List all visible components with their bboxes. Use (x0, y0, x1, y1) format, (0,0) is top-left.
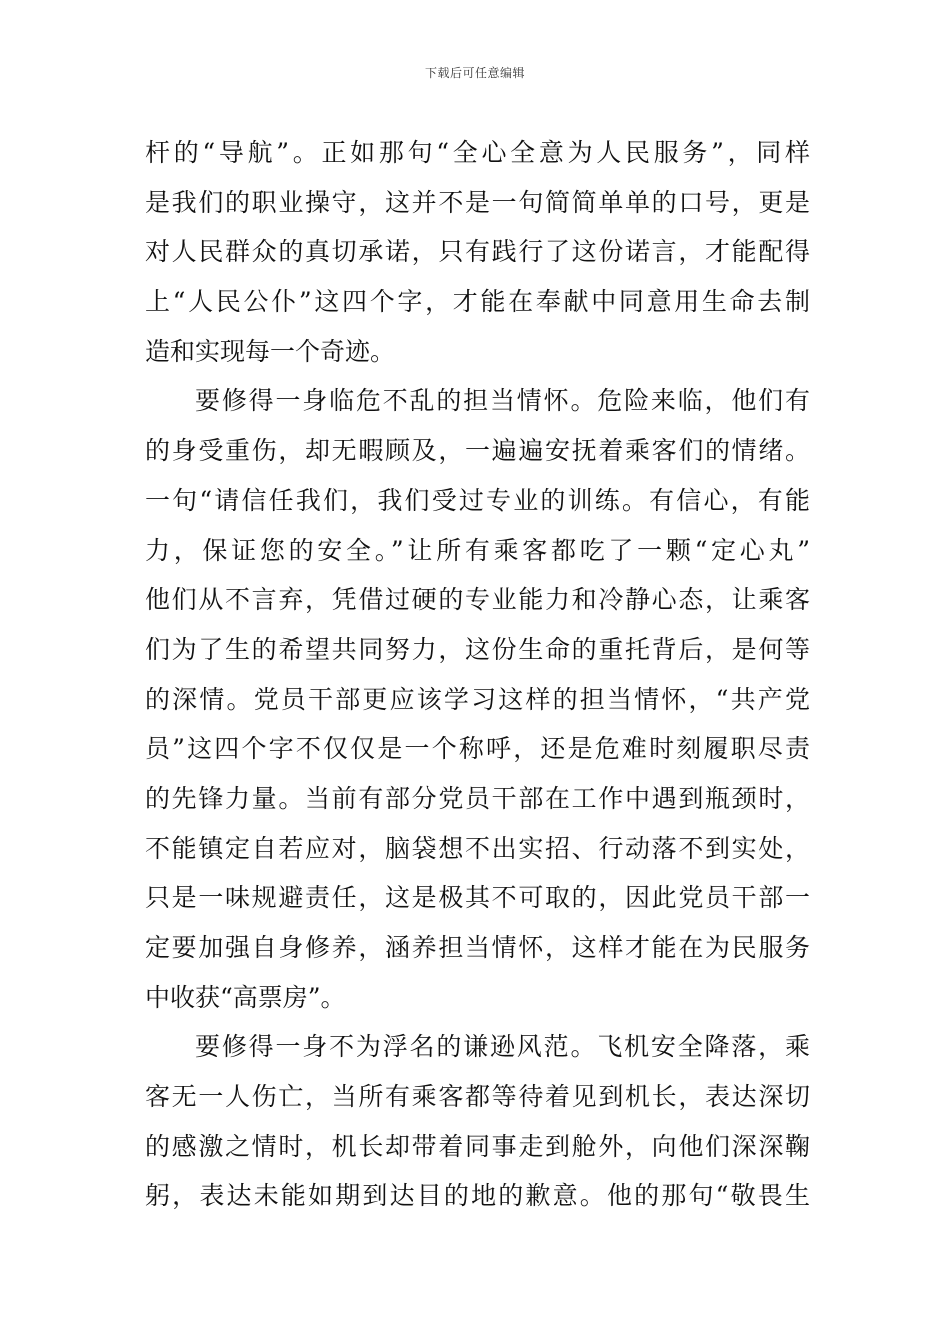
text-line: 们为了生的希望共同努力，这份生命的重托背后，是何等 (145, 634, 810, 664)
text-line: 力，保证您的安全。”让所有乘客都吃了一颗“定心丸” (145, 535, 810, 565)
text-line: 的深情。党员干部更应该学习这样的担当情怀，“共产党 (145, 684, 810, 714)
text-line: 他们从不言弃，凭借过硬的专业能力和冷静心态，让乘客 (145, 585, 810, 615)
page-header: 下载后可任意编辑 (424, 66, 525, 80)
text-line: 是我们的职业操守，这并不是一句简简单单的口号，更是 (145, 187, 810, 217)
text-line: 躬，表达未能如期到达目的地的歉意。他的那句“敬畏生 (145, 1181, 810, 1211)
text-line: 客无一人伤亡，当所有乘客都等待着见到机长，表达深切 (145, 1082, 810, 1112)
text-line: 定要加强自身修养，涵养担当情怀，这样才能在为民服务 (145, 933, 810, 962)
text-line: 的身受重伤，却无暇顾及，一遍遍安抚着乘客们的情绪。 (145, 436, 810, 466)
text-line: 中收获“高票房”。 (145, 982, 346, 1012)
text-line: 对人民群众的真切承诺，只有践行了这份诺言，才能配得 (145, 237, 810, 267)
text-line: 的感激之情时，机长却带着同事走到舱外，向他们深深鞠 (145, 1131, 810, 1161)
text-line: 员”这四个字不仅仅是一个称呼，还是危难时刻履职尽责 (145, 734, 810, 764)
paragraph-start-line: 要修得一身不为浮名的谦逊风范。飞机安全降落，乘 (195, 1032, 810, 1062)
text-line: 上“人民公仆”这四个字，才能在奉献中同意用生命去制 (145, 287, 810, 317)
paragraph-start-line: 要修得一身临危不乱的担当情怀。危险来临，他们有 (195, 386, 810, 416)
text-line: 杆的“导航”。正如那句“全心全意为人民服务”，同样 (145, 138, 810, 167)
document-body (145, 128, 810, 1221)
text-line: 一句“请信任我们，我们受过专业的训练。有信心，有能 (145, 485, 810, 515)
text-line: 造和实现每一个奇迹。 (145, 336, 396, 366)
text-line: 的先锋力量。当前有部分党员干部在工作中遇到瓶颈时， (145, 783, 810, 813)
text-line: 只是一味规避责任，这是极其不可取的，因此党员干部一 (145, 883, 810, 913)
text-line: 不能镇定自若应对，脑袋想不出实招、行动落不到实处， (145, 833, 810, 863)
